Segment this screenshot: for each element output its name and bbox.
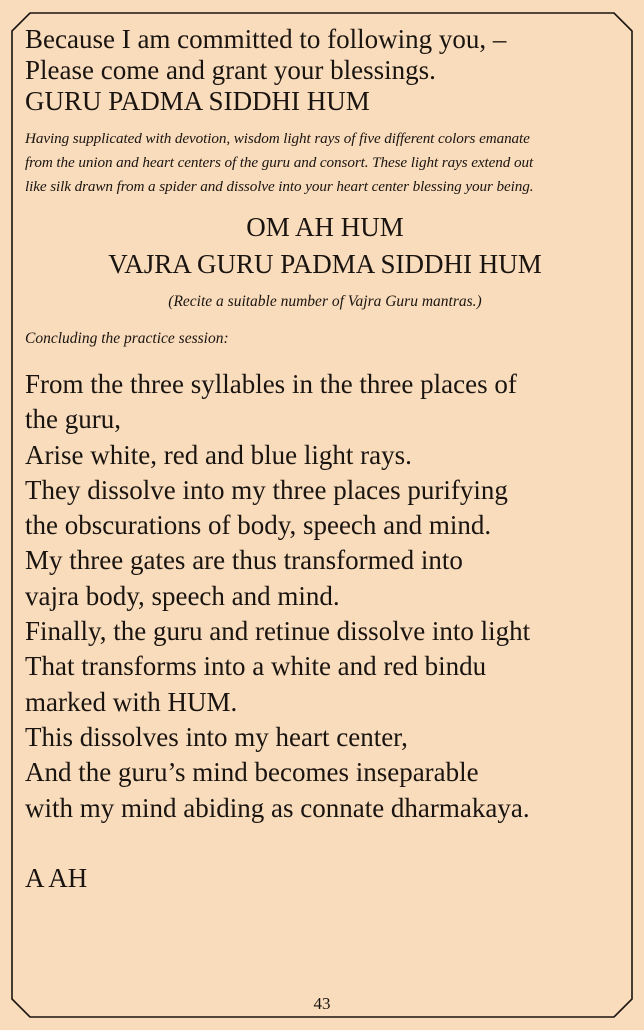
concluding-heading: Concluding the practice session: <box>25 330 229 347</box>
page-content <box>25 24 625 896</box>
concluding-verse <box>25 367 625 826</box>
mantra-line: OM AH HUM <box>246 212 404 242</box>
closing-syllables: A AH <box>25 862 88 893</box>
verse-line: This dissolves into my heart center, <box>25 721 408 752</box>
verse-line: They dissolve into my three places purifying <box>25 474 508 505</box>
mantra-block <box>25 209 625 283</box>
verse-line: Please come and grant your blessings. <box>25 55 436 85</box>
verse-line: My three gates are thus transformed into <box>25 545 463 576</box>
verse-line: And the guru’s mind becomes inseparable <box>25 757 479 788</box>
verse-line: Arise white, red and blue light rays. <box>25 439 412 470</box>
verse-line: GURU PADMA SIDDHI HUM <box>25 86 370 116</box>
verse-line: vajra body, speech and mind. <box>25 580 340 611</box>
verse-line: That transforms into a white and red bindu <box>25 651 487 682</box>
verse-line: Because I am committed to following you, – <box>25 24 507 54</box>
instruction-line: Having supplicated with devotion, wisdom light rays of five different colors emanate <box>25 130 530 147</box>
verse-line: Finally, the guru and retinue dissolve into light <box>25 616 531 647</box>
page-number: 43 <box>313 994 331 1013</box>
verse-line: with my mind abiding as connate dharmakaya. <box>25 792 530 823</box>
verse-line: the obscurations of body, speech and mind. <box>25 510 492 541</box>
visualization-instruction <box>25 127 625 199</box>
verse-line: the guru, <box>25 404 121 435</box>
recite-note: (Recite a suitable number of Vajra Guru mantras.) <box>168 293 482 310</box>
verse-line: marked with HUM. <box>25 686 238 717</box>
instruction-line: like silk drawn from a spider and dissolve into your heart center blessing your being. <box>25 178 534 195</box>
instruction-line: from the union and heart centers of the guru and consort. These light rays extend out <box>25 154 534 171</box>
verse-line: From the three syllables in the three places of <box>25 369 517 399</box>
mantra-line: VAJRA GURU PADMA SIDDHI HUM <box>108 249 542 279</box>
supplication-verse <box>25 24 625 117</box>
